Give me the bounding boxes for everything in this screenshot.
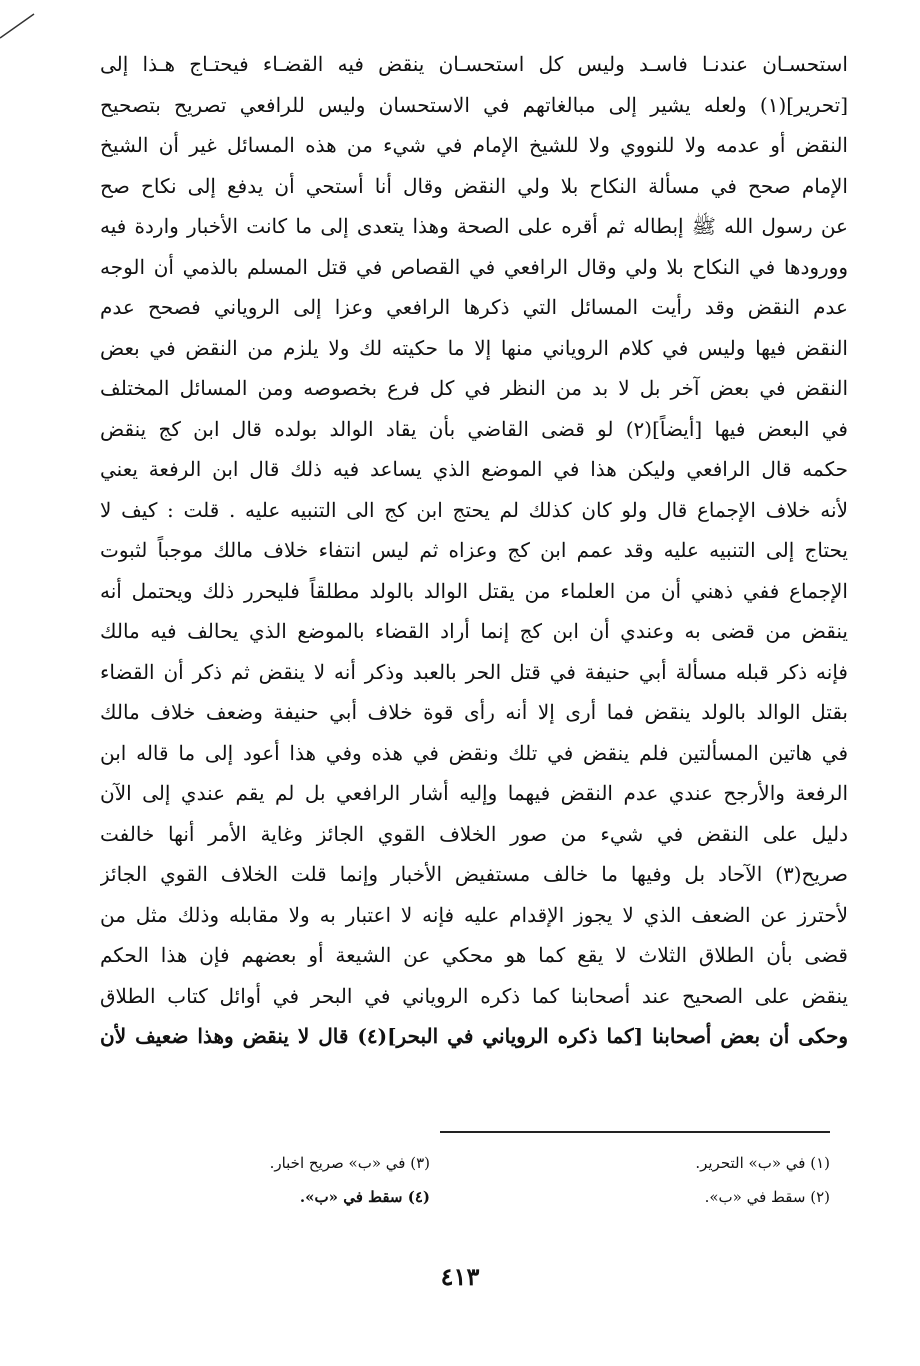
text-line: بقتل الوالد بالولد ينقض فما أرى إلا أنه رأى قوة خلاف أبي حنيفة وضعف خلاف مالك (100, 700, 848, 724)
text-line: فإنه ذكر قبله مسألة أبي حنيفة في قتل الحر بالعبد وذكر أنه لا ينقض ثم ذكر أن القضاء (100, 659, 848, 684)
text-line: عن رسول الله ﷺ إبطاله ثم أقره على الصحة وهذا يتعدى إلى ما كانت الأخبار واردة فيه (100, 214, 848, 238)
text-line: وحكى أن بعض أصحابنا [كما ذكره الروياني في البحر](٤) قال لا ينقض وهذا ضعيف لأن (100, 1024, 848, 1048)
text-line: في هاتين المسألتين فلم ينقض في تلك ونقض في هذه وفي هذا أعود إلى ما قاله ابن (100, 740, 848, 765)
text-line: النقض في بعض آخر بل لا بد من النظر في كل فرع بخصوصه ومن المسائل المختلف (100, 376, 848, 400)
footnote-3: (٣) في «ب» صريح اخبار. (269, 1154, 430, 1172)
text-line: ينقض على الصحيح عند أصحابنا كما ذكره الروياني في البحر في أوائل كتاب الطلاق (100, 983, 848, 1008)
text-line: استحسـان عندنـا فاسـد وليس كل استحسـان ينقض فيه القضـاء فيحتـاج هـذا إلى (100, 52, 848, 76)
footnote-2: (٢) سقط في «ب». (704, 1188, 830, 1206)
text-line: لأنه خلاف الإجماع قال ولو كان كذلك لم يحتج ابن كج الى التنبيه عليه . قلت : كيف لا (100, 497, 848, 522)
text-line: لأحترز عن الضعف الذي لا يجوز الإقدام عليه فإنه لا اعتبار به ولا مقابله وذلك مثل من (100, 902, 848, 927)
text-line: وورودها في النكاح بلا ولي وقال الرافعي في القصاص في قتل المسلم بالذمي أن الوجه (100, 254, 848, 279)
corner-scan-mark (0, 0, 40, 40)
page-number: ٤١٣ (440, 1262, 480, 1291)
text-line: الإجماع ففي ذهني أن من العلماء من يقتل الوالد بالولد مطلقاً فليحرر ذلك ويحتمل أنه (100, 578, 848, 603)
text-line: دليل على النقض في شيء من صور الخلاف القوي الجائز وغاية الأمر أنها خالفت (100, 821, 848, 846)
text-line: يحتاج إلى التنبيه عليه وقد عمم ابن كج وعزاه ثم ليس انتفاء خلاف مالك موجباً لثبوت (100, 538, 848, 562)
text-line: [تحرير](١) ولعله يشير إلى مبالغاتهم في الاستحسان وليس للرافعي تصريح بتصحيح (100, 92, 848, 117)
text-line: في البعض فيها [أيضاً](٢) لو قضى القاضي بأن يقاد الوالد بولده قال ابن كج ينقض (100, 416, 848, 441)
text-line: النقض أو عدمه ولا للنووي ولا للشيخ الإمام في شيء من هذه المسائل غير أن الشيخ (100, 133, 848, 157)
text-line: قضى بأن الطلاق الثلاث لا يقع كما هو محكي عن الشيعة أو بعضهم فإن هذا الحكم (100, 943, 848, 967)
text-line: ينقض من قضى به وعندي أن ابن كج إنما أراد القضاء بالموضع الذي يحالف فيه مالك (100, 619, 848, 643)
main-text (100, 44, 848, 1057)
footnote-divider (440, 1131, 830, 1133)
text-line: الإمام صحح في مسألة النكاح بلا ولي النقض وقال أنا أستحي أن يدفع إلى نكاح صح (100, 173, 848, 198)
text-line: الرفعة والأرجح عندي عدم النقض فيهما وإليه أشار الرافعي بل لم يقم عندي إلى الآن (100, 781, 848, 805)
footnotes (100, 1150, 830, 1220)
footnote-4: (٤) سقط في «ب». (299, 1188, 430, 1206)
text-line: صريح(٣) الآحاد بل وفيها ما خالف مستفيض الأخبار وإنما قلت الخلاف القوي الجائز (100, 862, 848, 886)
text-line: عدم النقض وقد رأيت المسائل التي ذكرها الرافعي وعزا إلى الروياني فصحح عدم (100, 295, 848, 319)
text-line: حكمه قال الرافعي وليكن هذا في الموضع الذي يساعد فيه ذلك قال ابن الرفعة يعني (100, 457, 848, 481)
text-line: النقض فيها وليس في كلام الروياني منها إلا ما حكيته لك ولا يلزم من النقض في بعض (100, 335, 848, 360)
footnote-1: (١) في «ب» التحرير. (695, 1154, 830, 1172)
